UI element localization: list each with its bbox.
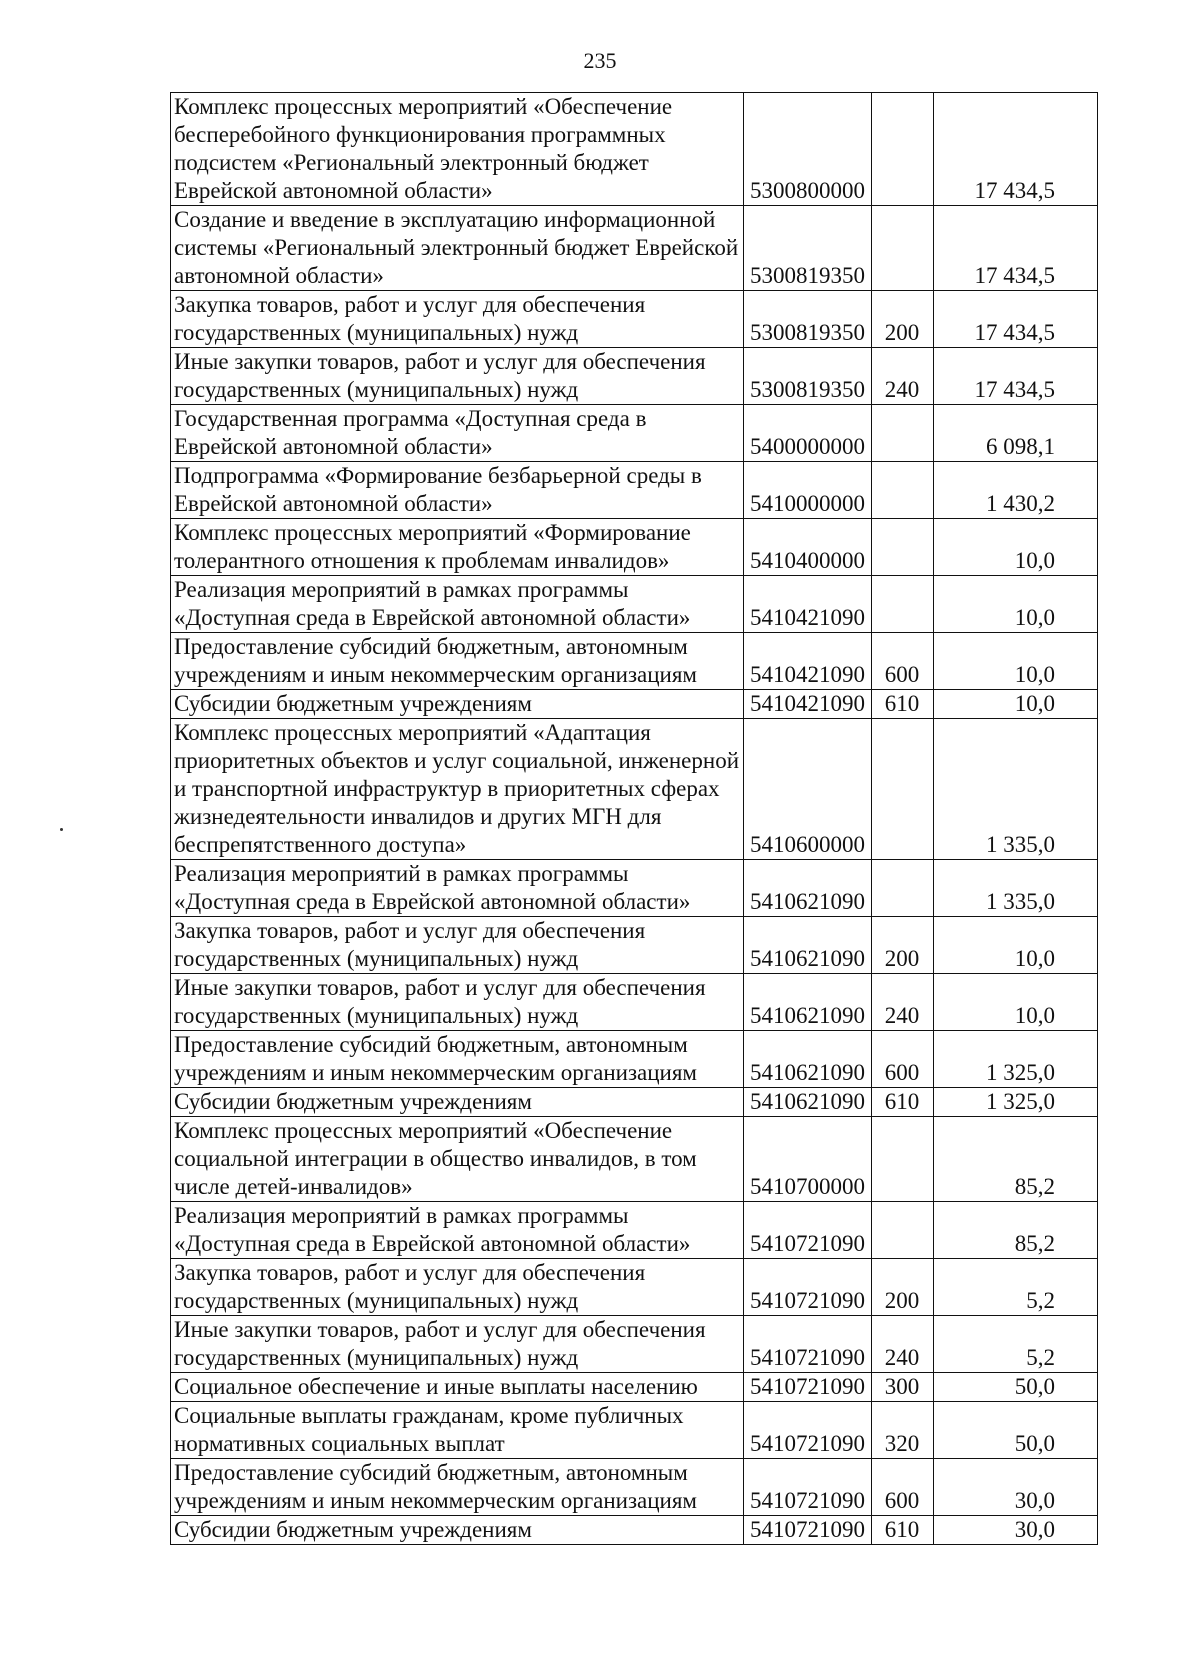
expense-type-cell: [872, 462, 934, 519]
table-row: [171, 690, 1098, 719]
code-cell: 5410621090: [744, 917, 872, 974]
name-cell: Иные закупки товаров, работ и услуг для обеспечения государственных (муниципальных) нужд: [171, 974, 744, 1031]
code-cell: 5410421090: [744, 633, 872, 690]
name-cell: Комплекс процессных мероприятий «Адаптация приоритетных объектов и услуг социальной, инженерной и транспортной инфраструктур в приоритетных сферах жизнедеятельности инвалидов и других МГН для беспрепятственного доступа»: [171, 719, 744, 860]
name-cell: Субсидии бюджетным учреждениям: [171, 1516, 744, 1545]
amount-cell: 10,0: [934, 917, 1098, 974]
expense-type-cell: 610: [872, 1088, 934, 1117]
table-row: [171, 1259, 1098, 1316]
amount-cell: 5,2: [934, 1316, 1098, 1373]
expense-type-cell: [872, 1117, 934, 1202]
expense-type-cell: 200: [872, 1259, 934, 1316]
name-cell: Социальное обеспечение и иные выплаты населению: [171, 1373, 744, 1402]
code-cell: 5300819350: [744, 348, 872, 405]
amount-cell: 50,0: [934, 1373, 1098, 1402]
table-row: [171, 206, 1098, 291]
table-row: [171, 405, 1098, 462]
table-row: [171, 1459, 1098, 1516]
expense-type-cell: [872, 206, 934, 291]
code-cell: 5410621090: [744, 974, 872, 1031]
code-cell: 5410721090: [744, 1402, 872, 1459]
table-row: [171, 1373, 1098, 1402]
amount-cell: 17 434,5: [934, 93, 1098, 206]
expense-type-cell: [872, 860, 934, 917]
expense-type-cell: 300: [872, 1373, 934, 1402]
amount-cell: 17 434,5: [934, 291, 1098, 348]
table-row: [171, 1117, 1098, 1202]
amount-cell: 30,0: [934, 1459, 1098, 1516]
amount-cell: 1 325,0: [934, 1088, 1098, 1117]
code-cell: 5410721090: [744, 1373, 872, 1402]
expense-type-cell: 600: [872, 633, 934, 690]
code-cell: 5410421090: [744, 690, 872, 719]
expense-type-cell: 240: [872, 1316, 934, 1373]
amount-cell: 85,2: [934, 1117, 1098, 1202]
amount-cell: 10,0: [934, 519, 1098, 576]
code-cell: 5410721090: [744, 1516, 872, 1545]
table-row: [171, 93, 1098, 206]
table-row: [171, 1316, 1098, 1373]
amount-cell: 10,0: [934, 974, 1098, 1031]
name-cell: Иные закупки товаров, работ и услуг для обеспечения государственных (муниципальных) нужд: [171, 348, 744, 405]
amount-cell: 1 335,0: [934, 860, 1098, 917]
table-row: [171, 719, 1098, 860]
code-cell: 5400000000: [744, 405, 872, 462]
name-cell: Предоставление субсидий бюджетным, автономным учреждениям и иным некоммерческим организациям: [171, 1459, 744, 1516]
table-row: [171, 462, 1098, 519]
table-row: [171, 633, 1098, 690]
expense-type-cell: 610: [872, 1516, 934, 1545]
name-cell: Субсидии бюджетным учреждениям: [171, 690, 744, 719]
code-cell: 5410400000: [744, 519, 872, 576]
code-cell: 5410621090: [744, 1031, 872, 1088]
expense-type-cell: 600: [872, 1031, 934, 1088]
name-cell: Реализация мероприятий в рамках программы «Доступная среда в Еврейской автономной области»: [171, 576, 744, 633]
name-cell: Закупка товаров, работ и услуг для обеспечения государственных (муниципальных) нужд: [171, 291, 744, 348]
amount-cell: 30,0: [934, 1516, 1098, 1545]
code-cell: 5410421090: [744, 576, 872, 633]
code-cell: 5410621090: [744, 860, 872, 917]
table-row: [171, 1202, 1098, 1259]
name-cell: Комплекс процессных мероприятий «Обеспечение бесперебойного функционирования программных подсистем «Региональный электронный бюджет Еврейской автономной области»: [171, 93, 744, 206]
table-row: [171, 1088, 1098, 1117]
page-number: 235: [583, 48, 617, 73]
expense-type-cell: 200: [872, 917, 934, 974]
table-row: [171, 519, 1098, 576]
code-cell: 5300819350: [744, 206, 872, 291]
code-cell: 5300819350: [744, 291, 872, 348]
code-cell: 5410000000: [744, 462, 872, 519]
expense-type-cell: [872, 405, 934, 462]
table-row: [171, 576, 1098, 633]
expense-type-cell: 200: [872, 291, 934, 348]
amount-cell: 6 098,1: [934, 405, 1098, 462]
table-row: [171, 917, 1098, 974]
name-cell: Реализация мероприятий в рамках программы «Доступная среда в Еврейской автономной области»: [171, 860, 744, 917]
name-cell: Субсидии бюджетным учреждениям: [171, 1088, 744, 1117]
code-cell: 5410621090: [744, 1088, 872, 1117]
expense-type-cell: [872, 1202, 934, 1259]
code-cell: 5410600000: [744, 719, 872, 860]
expense-type-cell: 240: [872, 348, 934, 405]
name-cell: Государственная программа «Доступная среда в Еврейской автономной области»: [171, 405, 744, 462]
table-row: [171, 348, 1098, 405]
name-cell: Комплекс процессных мероприятий «Обеспечение социальной интеграции в общество инвалидов, в том числе детей-инвалидов»: [171, 1117, 744, 1202]
table-row: [171, 291, 1098, 348]
expense-type-cell: [872, 93, 934, 206]
name-cell: Предоставление субсидий бюджетным, автономным учреждениям и иным некоммерческим организациям: [171, 1031, 744, 1088]
expense-type-cell: 240: [872, 974, 934, 1031]
expense-type-cell: [872, 576, 934, 633]
name-cell: Предоставление субсидий бюджетным, автономным учреждениям и иным некоммерческим организациям: [171, 633, 744, 690]
code-cell: 5410721090: [744, 1202, 872, 1259]
amount-cell: 17 434,5: [934, 206, 1098, 291]
name-cell: Подпрограмма «Формирование безбарьерной среды в Еврейской автономной области»: [171, 462, 744, 519]
name-cell: Иные закупки товаров, работ и услуг для обеспечения государственных (муниципальных) нужд: [171, 1316, 744, 1373]
budget-table: [170, 92, 1098, 1545]
name-cell: Комплекс процессных мероприятий «Формирование толерантного отношения к проблемам инвалидов»: [171, 519, 744, 576]
scan-speck: [60, 828, 63, 831]
expense-type-cell: 600: [872, 1459, 934, 1516]
table-row: [171, 1516, 1098, 1545]
code-cell: 5410721090: [744, 1316, 872, 1373]
amount-cell: 10,0: [934, 633, 1098, 690]
amount-cell: 1 335,0: [934, 719, 1098, 860]
name-cell: Создание и введение в эксплуатацию информационной системы «Региональный электронный бюджет Еврейской автономной области»: [171, 206, 744, 291]
expense-type-cell: [872, 519, 934, 576]
amount-cell: 1 430,2: [934, 462, 1098, 519]
amount-cell: 85,2: [934, 1202, 1098, 1259]
amount-cell: 5,2: [934, 1259, 1098, 1316]
budget-table-body: [171, 93, 1098, 1545]
table-row: [171, 1031, 1098, 1088]
amount-cell: 1 325,0: [934, 1031, 1098, 1088]
name-cell: Реализация мероприятий в рамках программы «Доступная среда в Еврейской автономной области»: [171, 1202, 744, 1259]
code-cell: 5410721090: [744, 1459, 872, 1516]
code-cell: 5410721090: [744, 1259, 872, 1316]
table-row: [171, 1402, 1098, 1459]
amount-cell: 10,0: [934, 576, 1098, 633]
amount-cell: 17 434,5: [934, 348, 1098, 405]
code-cell: 5300800000: [744, 93, 872, 206]
name-cell: Закупка товаров, работ и услуг для обеспечения государственных (муниципальных) нужд: [171, 917, 744, 974]
amount-cell: 50,0: [934, 1402, 1098, 1459]
expense-type-cell: [872, 719, 934, 860]
name-cell: Закупка товаров, работ и услуг для обеспечения государственных (муниципальных) нужд: [171, 1259, 744, 1316]
expense-type-cell: 320: [872, 1402, 934, 1459]
amount-cell: 10,0: [934, 690, 1098, 719]
table-row: [171, 860, 1098, 917]
table-row: [171, 974, 1098, 1031]
code-cell: 5410700000: [744, 1117, 872, 1202]
name-cell: Социальные выплаты гражданам, кроме публичных нормативных социальных выплат: [171, 1402, 744, 1459]
expense-type-cell: 610: [872, 690, 934, 719]
